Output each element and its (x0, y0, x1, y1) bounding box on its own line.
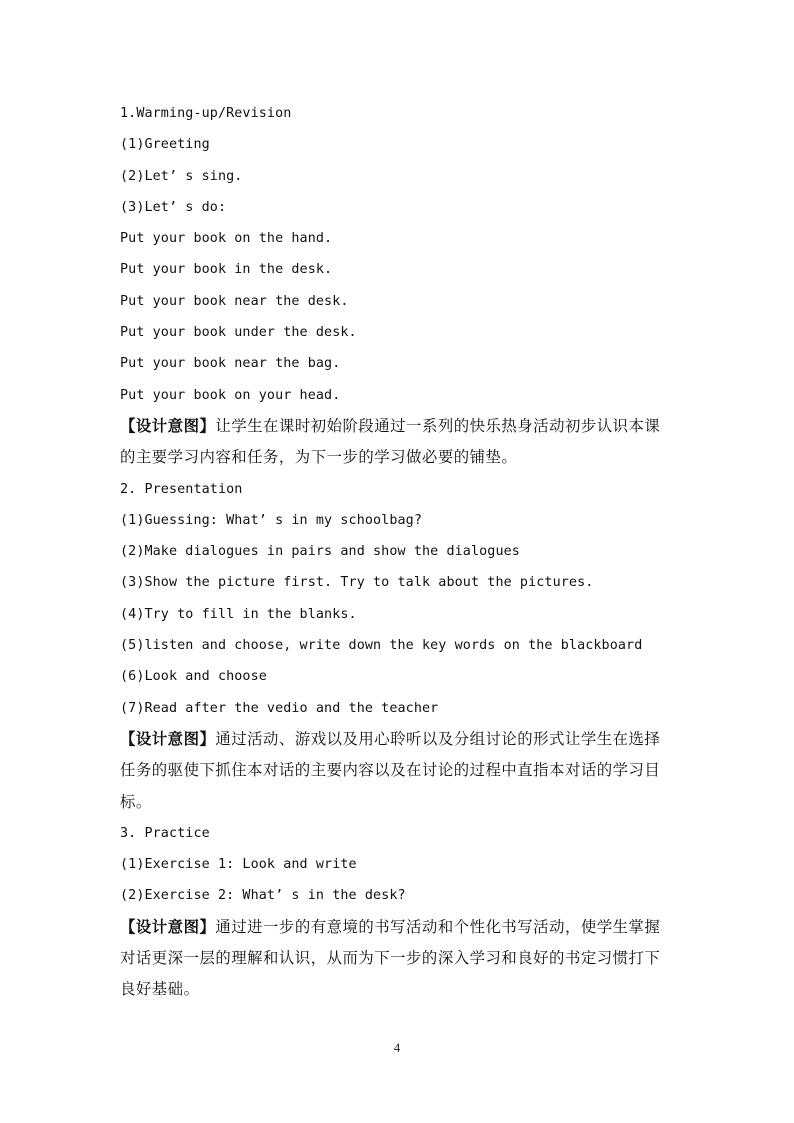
page-number: 4 (393, 1040, 401, 1055)
design-intent-label: 【设计意图】 (120, 416, 216, 435)
list-item: (3)Let’ s do: (120, 199, 227, 215)
list-item: (5)listen and choose, write down the key words on the blackboard (120, 638, 643, 654)
design-intent-text: 让学生在课时初始阶段通过一系列的快乐热身活动初步认识本课的主要学习内容和任务，为下一步的学习做必要的铺垫。 (120, 416, 661, 467)
list-item: (3)Show the picture first. Try to talk about the pictures. (120, 575, 594, 591)
list-item: (6)Look and choose (120, 669, 267, 685)
section-heading-warming-up: 1.Warming-up/Revision (120, 106, 292, 121)
list-item: Put your book near the desk. (120, 293, 349, 309)
list-item: Put your book in the desk. (120, 262, 333, 278)
section-heading-practice: 3. Practice (120, 825, 210, 841)
list-item: Put your book on the hand. (120, 231, 333, 247)
list-item: Put your book under the desk. (120, 325, 357, 341)
lesson-plan-content (120, 98, 680, 1006)
design-intent-note (120, 411, 668, 474)
list-item: (4)Try to fill in the blanks. (120, 606, 357, 622)
design-intent-text: 通过进一步的有意境的书写活动和个性化书写活动，使学生掌握对话更深一层的理解和认识，从而为下一步的深入学习和良好的书定习惯打下良好基础。 (120, 917, 661, 999)
section-heading-presentation: 2. Presentation (120, 481, 243, 497)
list-item: (1)Guessing: What’ s in my schoolbag? (120, 512, 422, 528)
list-item: Put your book near the bag. (120, 356, 341, 372)
list-item: (2)Let’ s sing. (120, 168, 243, 184)
design-intent-note (120, 912, 668, 1006)
design-intent-text: 通过活动、游戏以及用心聆听以及分组讨论的形式让学生在选择任务的驱使下抓住本对话的主要内容以及在讨论的过程中直指本对话的学习目标。 (120, 729, 661, 811)
design-intent-label: 【设计意图】 (120, 729, 216, 748)
list-item: (7)Read after the vedio and the teacher (120, 700, 439, 716)
list-item: Put your book on your head. (120, 387, 341, 403)
list-item: (2)Exercise 2: What’ s in the desk? (120, 888, 406, 904)
design-intent-note (120, 724, 668, 818)
list-item: (2)Make dialogues in pairs and show the dialogues (120, 544, 520, 560)
list-item: (1)Greeting (120, 137, 210, 153)
list-item: (1)Exercise 1: Look and write (120, 857, 357, 873)
design-intent-label: 【设计意图】 (120, 917, 216, 936)
